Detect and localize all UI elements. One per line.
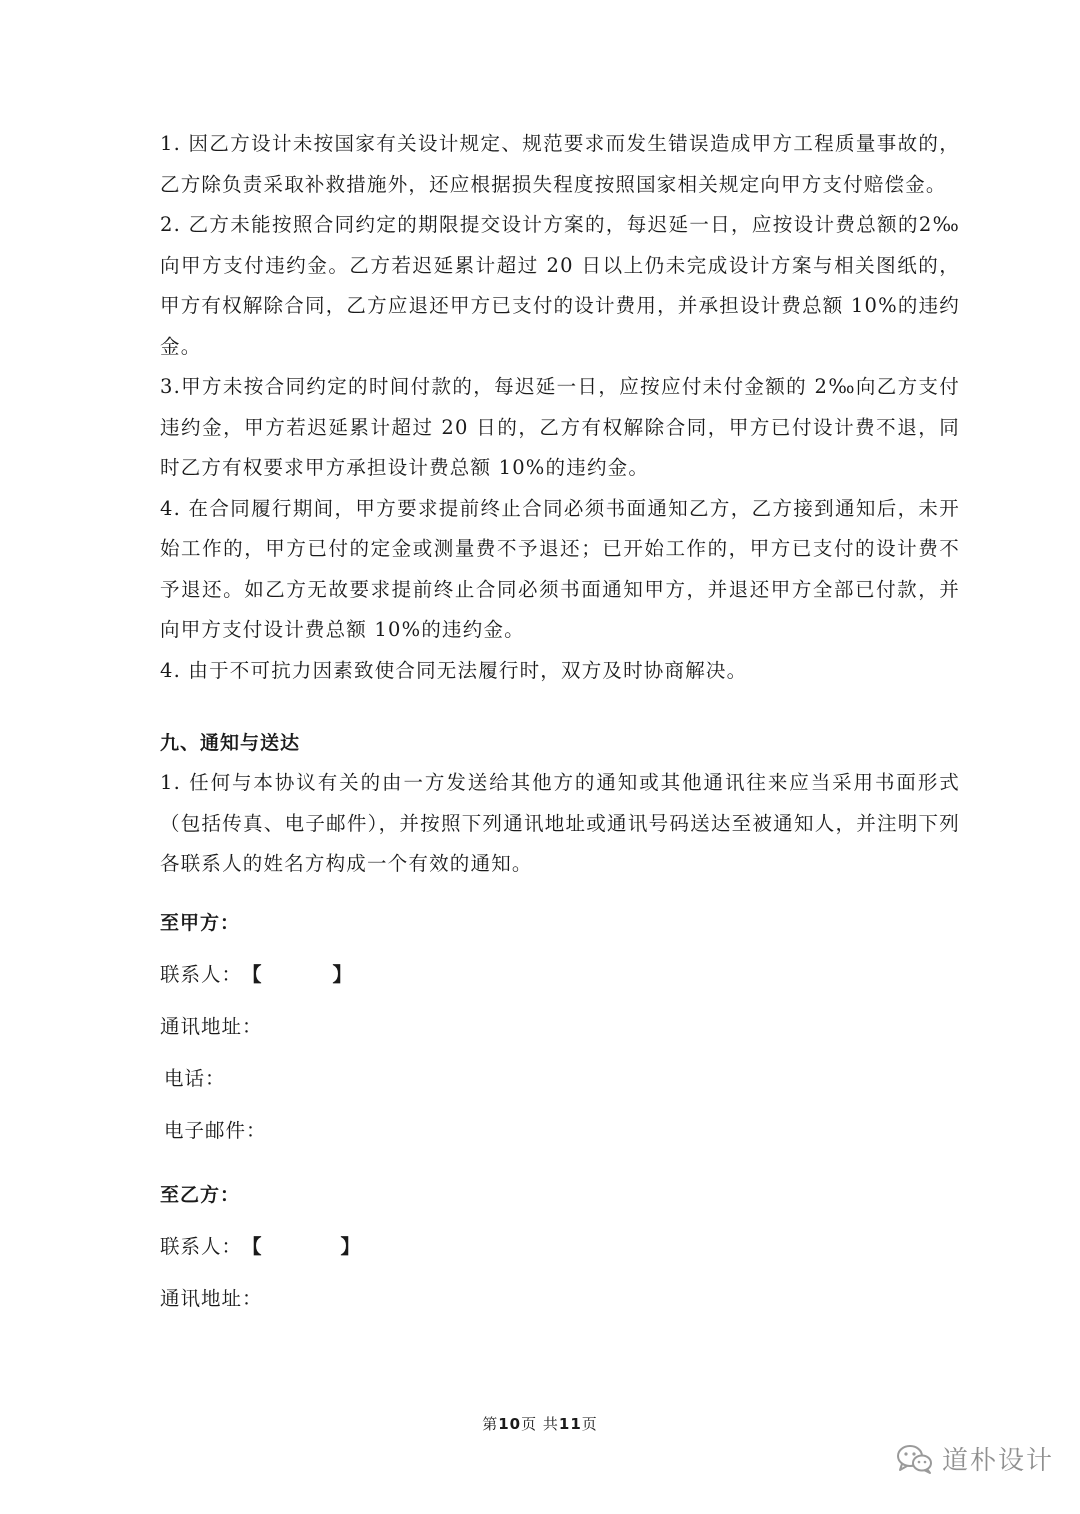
clause-2: 2. 乙方未能按照合同约定的期限提交设计方案的，每迟延一日，应按设计费总额的2‰向甲方支付违约金。乙方若迟延累计超过 20 日以上仍未完成设计方案与相关图纸的，甲方有权解除合同，乙方应退还甲方已支付的设计费用，并承担设计费总额 10%的违约金。: [160, 213, 960, 358]
footer-total-pages: 11: [558, 1415, 582, 1433]
section-paragraph: 1. 任何与本协议有关的由一方发送给其他方的通知或其他通讯往来应当采用书面形式（包括传真、电子邮件），并按照下列通讯地址或通讯号码送达至被通知人，并注明下列各联系人的姓名方构成一个有效的通知。: [160, 771, 960, 875]
footer-middle: 页 共: [521, 1415, 559, 1433]
document-page: [160, 124, 960, 1325]
section-title: 九、通知与送达: [160, 732, 301, 754]
party-a-phone: 电话：: [164, 1066, 226, 1090]
party-a-bracket-open: 【: [242, 962, 263, 986]
party-b-title: 至乙方：: [160, 1183, 241, 1206]
party-b-bracket-close: 】: [340, 1234, 362, 1258]
party-a-bracket-close: 】: [332, 962, 354, 986]
party-b-contact-label: 联系人：: [160, 1234, 243, 1258]
clause-5: 4. 由于不可抗力因素致使合同无法履行时，双方及时协商解决。: [160, 658, 748, 682]
clause-4: 4. 在合同履行期间，甲方要求提前终止合同必须书面通知乙方，乙方接到通知后，未开始工作的，甲方已付的定金或测量费不予退还；已开始工作的，甲方已支付的设计费不予退还。如乙方无故要求提前终止合同必须书面通知甲方，并退还甲方全部已付款，并向甲方支付设计费总额 10%的违约金。: [160, 496, 960, 641]
watermark-text: 道朴设计: [942, 1446, 1055, 1476]
party-a-contact-label: 联系人：: [160, 962, 243, 986]
party-a-email: 电子邮件：: [164, 1118, 267, 1142]
footer-page-number: 10: [498, 1415, 522, 1433]
wechat-icon: [896, 1443, 934, 1475]
watermark: [896, 1440, 1054, 1477]
party-a-title: 至甲方：: [160, 911, 241, 934]
footer-prefix: 第: [482, 1415, 499, 1433]
party-a-address: 通讯地址：: [160, 1014, 263, 1038]
party-b-contact: [160, 1221, 960, 1273]
party-a-contact: [160, 949, 960, 1001]
footer-suffix: 页: [581, 1415, 598, 1433]
clause-3: 3.甲方未按合同约定的时间付款的，每迟延一日，应按应付未付金额的 2‰向乙方支付违约金，甲方若迟延累计超过 20 日的，乙方有权解除合同，甲方已付设计费不退，同时乙方有权要求甲方承担设计费总额 10%的违约金。: [160, 375, 960, 479]
party-b-address: 通讯地址：: [160, 1286, 263, 1310]
party-b-bracket-open: 【: [242, 1234, 263, 1258]
page-footer: [0, 1413, 1080, 1434]
clause-1: 1. 因乙方设计未按国家有关设计规定、规范要求而发生错误造成甲方工程质量事故的，乙方除负责采取补救措施外，还应根据损失程度按照国家相关规定向甲方支付赔偿金。: [160, 132, 960, 196]
